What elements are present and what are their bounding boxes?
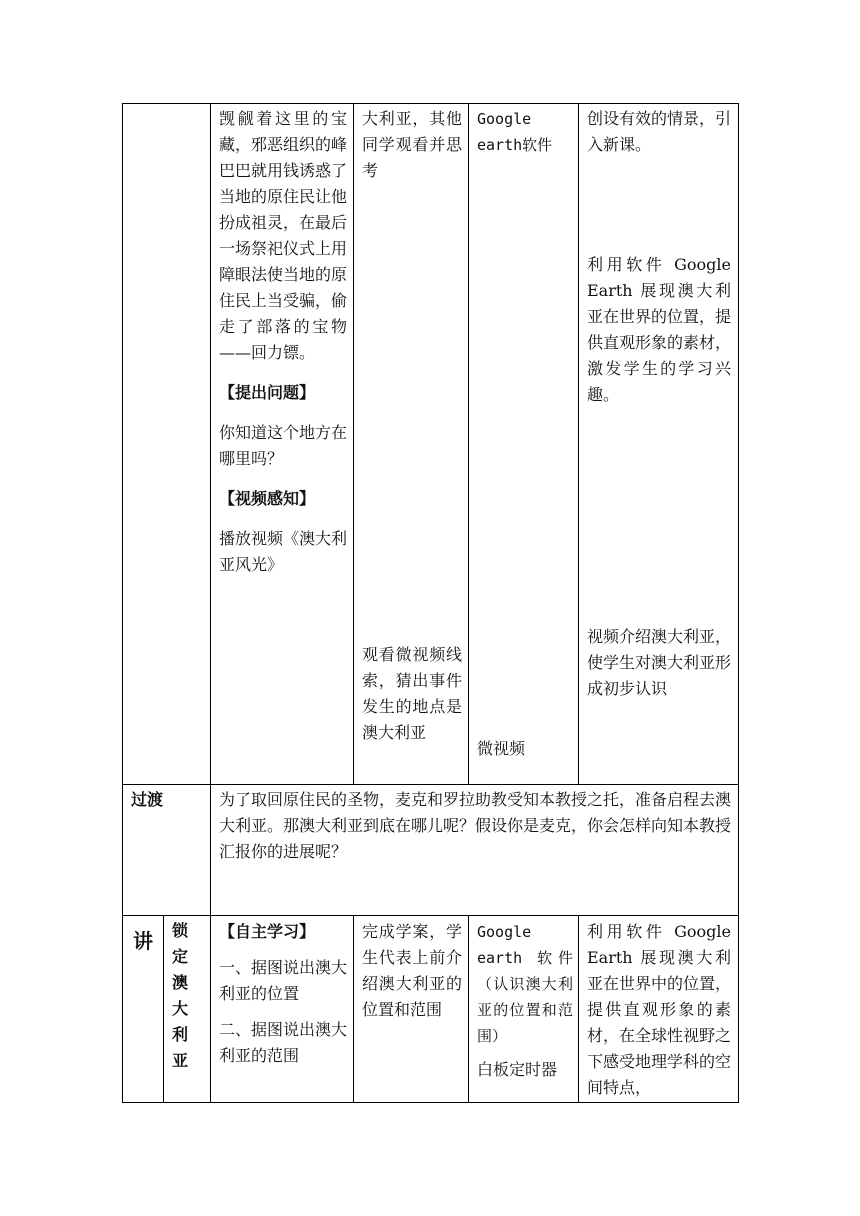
task-1: 一、据图说出澳大利亚的位置 bbox=[219, 958, 348, 1003]
row1-media-bottom bbox=[477, 736, 573, 770]
transition-paragraph: 为了取回原住民的圣物，麦克和罗拉助教受知本教授之托，准备启程去澳大利亚。那澳大利亚到底在哪儿呢？假设你是麦克，你会怎样向知本教授汇报你的进展呢？ bbox=[219, 790, 732, 861]
self-study-heading: 【自主学习】 bbox=[219, 922, 316, 941]
col-divider-e bbox=[578, 103, 579, 784]
task-2: 二、据图说出澳大利亚的范围 bbox=[219, 1020, 348, 1065]
row3-purpose-cell bbox=[587, 919, 731, 1109]
row3-media-text: Google earth 软件（认识澳大利亚的位置和范围） bbox=[477, 923, 573, 1045]
media-google-earth: Google earth软件 bbox=[477, 110, 553, 154]
step-label: 锁定澳大利亚 bbox=[171, 921, 188, 1070]
row3-student-text: 完成学案，学生代表上前介绍澳大利亚的位置和范围 bbox=[362, 922, 462, 1019]
col-divider-b-bottom bbox=[210, 916, 211, 1103]
table-border-right bbox=[738, 103, 739, 1103]
table-border-left bbox=[122, 103, 123, 1103]
col-divider-d bbox=[468, 103, 469, 784]
col-divider-c-bottom bbox=[353, 916, 354, 1103]
row1-purpose-p1 bbox=[587, 106, 731, 166]
video-heading: 【视频感知】 bbox=[219, 489, 316, 508]
student-activity-bottom: 观看微视频线索，猜出事件发生的地点是澳大利亚 bbox=[362, 645, 462, 742]
ask-question-heading: 【提出问题】 bbox=[219, 383, 316, 402]
row1-activity-cell bbox=[219, 106, 347, 586]
video-text: 播放视频《澳大利亚风光》 bbox=[219, 529, 348, 574]
question-text: 你知道这个地方在哪里吗？ bbox=[219, 423, 348, 468]
col-divider-c bbox=[353, 103, 354, 784]
col-divider-d-bottom bbox=[468, 916, 469, 1103]
purpose-text-2: 利用软件 Google Earth 展现澳大利亚在世界的位置，提供直观形象的素材，激发学生的学习兴趣。 bbox=[587, 255, 732, 404]
row1-purpose-p3 bbox=[587, 624, 731, 710]
row1-student-bottom bbox=[362, 642, 462, 754]
col-divider-a bbox=[163, 916, 164, 1103]
stage-label: 讲 bbox=[133, 929, 153, 953]
row3-activity-cell bbox=[219, 919, 347, 1077]
row-divider-1 bbox=[122, 784, 739, 785]
row1-student-top bbox=[362, 106, 462, 192]
purpose-text-1: 创设有效的情景，引入新课。 bbox=[587, 109, 732, 154]
transition-text bbox=[219, 787, 731, 873]
row3-media-cell bbox=[477, 919, 573, 1091]
col-divider-b-top bbox=[210, 103, 211, 784]
media-micro-video: 微视频 bbox=[477, 739, 526, 758]
story-text: 觊觎着这里的宝藏，邪恶组织的峰巴巴就用钱诱惑了当地的原住民让他扮成祖灵，在最后一场祭祀仪式上用障眼法使当地的原住民上当受骗，偷走了部落的宝物——回力镖。 bbox=[219, 109, 348, 362]
row3-media-timer: 白板定时器 bbox=[477, 1060, 558, 1079]
purpose-text-3: 视频介绍澳大利亚，使学生对澳大利亚形成初步认识 bbox=[587, 627, 732, 698]
row3-purpose-text: 利用软件 Google Earth 展现澳大利亚在世界中的位置，提供直观形象的素材，在全球性视野之下感受地理学科的空间特点， bbox=[587, 922, 732, 1097]
table-border-top bbox=[122, 103, 739, 104]
row1-purpose-p2 bbox=[587, 252, 731, 416]
row-divider-2 bbox=[122, 915, 739, 916]
col-divider-e-bottom bbox=[578, 916, 579, 1103]
transition-label: 过渡 bbox=[131, 790, 164, 809]
row1-media-top bbox=[477, 106, 573, 166]
student-activity-top: 大利亚，其他同学观看并思考 bbox=[362, 109, 462, 180]
col-divider-b-mid bbox=[210, 785, 211, 915]
row3-student-cell bbox=[362, 919, 462, 1031]
